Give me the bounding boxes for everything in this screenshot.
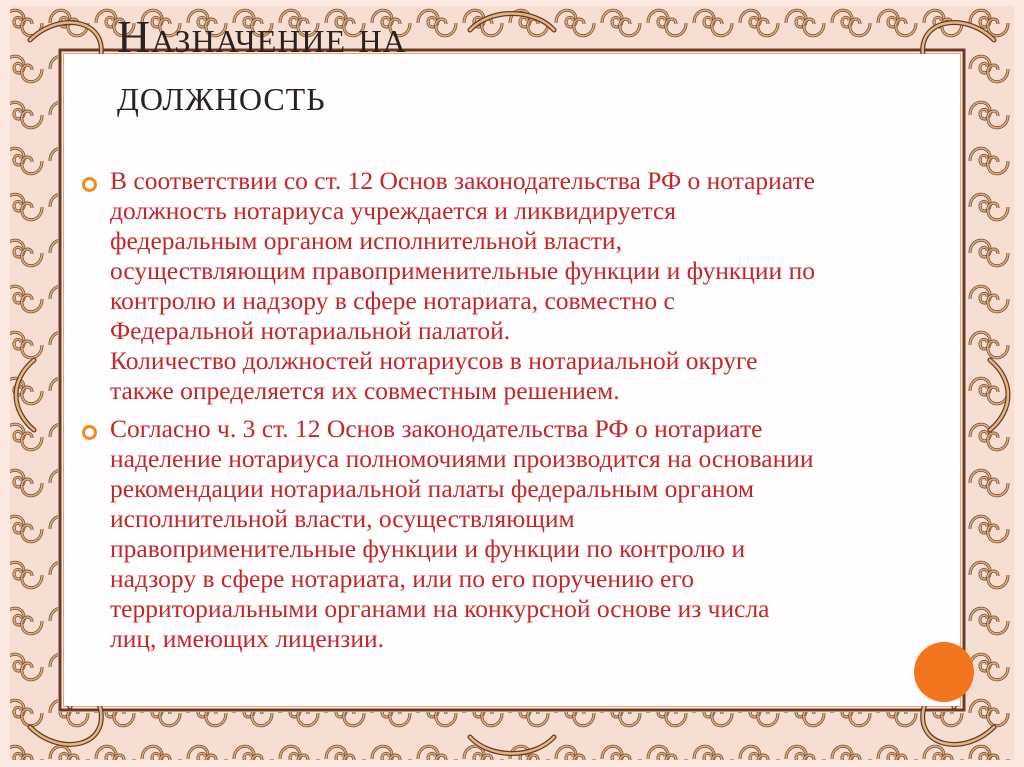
list-item <box>80 414 980 654</box>
bullet-list <box>80 166 980 662</box>
bullet-circle-icon <box>82 425 97 440</box>
bullet-text: В соответствии со ст. 12 Основ законодательства РФ о нотариате должность нотариуса учреждается и ликвидируется федеральным органом исполнительной власти, осуществляющим правоприменительные функции и функции по контролю и надзору в сфере нотариата, совместно с Федеральной нотариальной палатой. Количество должностей нотариусов в нотариальной округе также определяется их совместным решением. <box>110 166 815 405</box>
title-line-2: должность <box>117 69 326 120</box>
bullet-text: Согласно ч. 3 ст. 12 Основ законодательства РФ о нотариате наделение нотариуса полномочиями производится на основании рекомендации нотариальной палаты федеральным органом исполнительной власти, осуществляющим правоприменительные функции и функции по контролю и надзору в сфере нотариата, или по его поручению его территориальными органами на конкурсной основе из числа лиц, имеющих лицензии. <box>110 414 814 653</box>
list-item <box>80 166 980 406</box>
title-line-1: Назначение на <box>117 11 407 62</box>
slide-title <box>117 8 817 124</box>
bullet-circle-icon <box>82 177 97 192</box>
